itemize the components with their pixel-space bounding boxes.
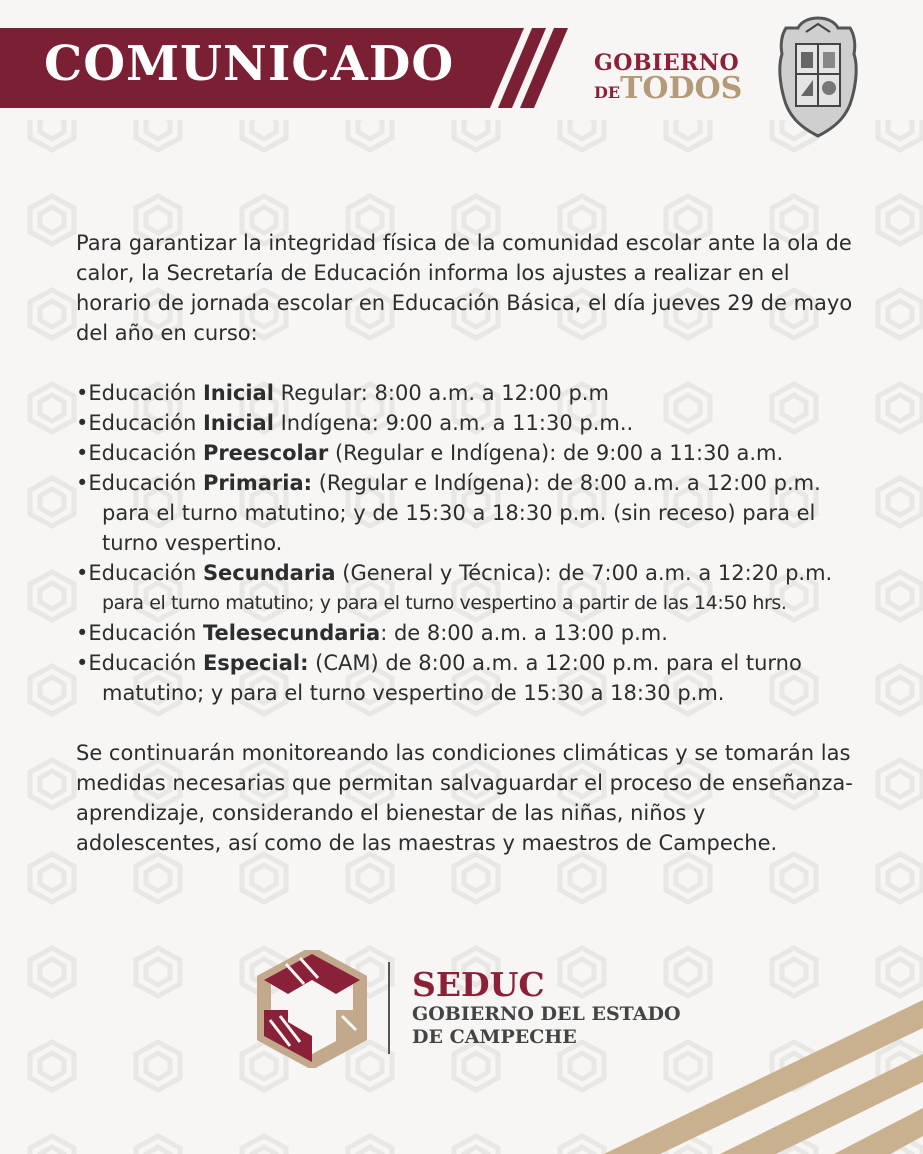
list-item: •Educación Especial: (CAM) de 8:00 a.m. a 12:00 p.m. para el turno matutino; y para el turno vespertino de 15:30 a 18:30 p.m. [76, 651, 802, 705]
banner-stripes-icon [470, 28, 580, 108]
list-item: •Educación Preescolar (Regular e Indígena): de 9:00 a 11:30 a.m. [76, 441, 784, 465]
list-item: •Educación Primaria: (Regular e Indígena): de 8:00 a.m. a 12:00 p.m. para el turno matutino; y de 15:30 a 18:30 p.m. (sin receso) para el turno vespertino. [76, 471, 821, 555]
intro-paragraph: Para garantizar la integridad física de la comunidad escolar ante la ola de calor, la Secretaría de Educación informa los ajustes a realizar en el horario de jornada escolar en Educación Básica, el día jueves 29 de mayo del año en curso: [76, 231, 853, 345]
footer-divider [388, 962, 390, 1054]
page-title: COMUNICADO [44, 36, 455, 92]
campeche-crest-icon [776, 14, 860, 140]
seduc-wordmark: SEDUC GOBIERNO DEL ESTADO DE CAMPECHE [412, 965, 681, 1048]
seduc-logo-icon [256, 950, 368, 1068]
list-item: •Educación Inicial Regular: 8:00 a.m. a 12:00 p.m [76, 381, 609, 405]
list-item: •Educación Inicial Indígena: 9:00 a.m. a 11:30 p.m.. [76, 411, 634, 435]
closing-paragraph: Se continuarán monitoreando las condiciones climáticas y se tomarán las medidas necesarias que permitan salvaguardar el proceso de enseñanza-aprendizaje, considerando el bienestar de las niñas, niños y adolescentes, así como de las maestras y maestros de Campeche. [76, 741, 853, 855]
corner-stripes-icon [600, 990, 923, 1154]
list-item: •Educación Telesecundaria: de 8:00 a.m. a 13:00 p.m. [76, 621, 668, 645]
gobierno-de-todos-logo: GOBIERNO DETODOS [594, 50, 743, 106]
communique-body [76, 228, 856, 858]
schedule-list [76, 378, 856, 708]
list-item: •Educación Secundaria (General y Técnica): de 7:00 a.m. a 12:20 p.m. para el turno matutino; y para el turno vespertino a partir de las 14:50 hrs. [76, 561, 833, 614]
